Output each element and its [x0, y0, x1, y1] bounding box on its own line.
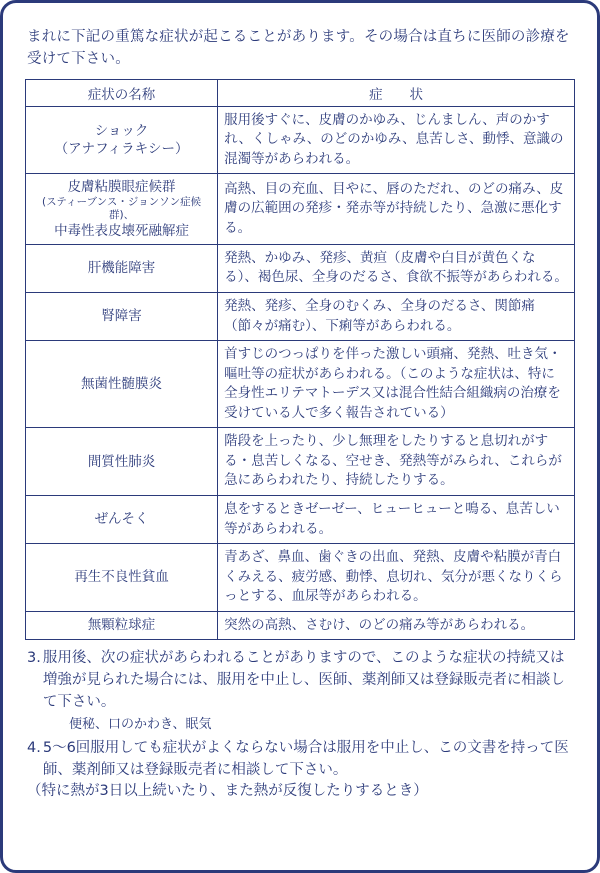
symptom-name-cell [26, 106, 218, 174]
symptom-name-line2: 中毒性表皮壊死融解症 [54, 222, 190, 239]
symptom-desc-cell: 突然の高熱、さむけ、のどの痛み等があらわれる。 [218, 611, 575, 640]
symptom-name-line2: （アナフィラキシー） [54, 140, 189, 157]
symptom-name-cell: 腎障害 [26, 292, 218, 340]
symptom-desc-cell: 発熱、発疹、全身のむくみ、全身のだるさ、関節痛（節々が痛む）、下痢等があらわれる。 [218, 292, 575, 340]
symptom-name-cell [26, 174, 218, 245]
item-text: 服用後、次の症状があらわれることがありますので、このような症状の持続又は増強が見られた場合には、服用を中止し、医師、薬剤師又は登録販売者に相談して下さい。 [42, 650, 565, 710]
table-row [26, 174, 575, 245]
numbered-item-4 [27, 738, 575, 782]
item-number: 3. [27, 650, 41, 667]
table-row [26, 292, 575, 340]
symptom-name-cell: 無菌性髄膜炎 [26, 341, 218, 428]
table-row [26, 341, 575, 428]
item-3-note: 便秘、口のかわき、眠気 [69, 716, 212, 732]
symptom-desc-cell: 階段を上ったり、少し無理をしたりすると息切れがする・息苦しくなる、空せき、発熱等がみられ、これらが急にあらわれたり、持続したりする。 [218, 428, 575, 496]
symptom-name-cell: 再生不良性貧血 [26, 544, 218, 612]
column-header-name: 症状の名称 [26, 79, 218, 106]
symptom-desc-cell: 青あざ、鼻血、歯ぐきの出血、発熱、皮膚や粘膜が青白くみえる、疲労感、動悸、息切れ、気分が悪くなりくらっとする、血尿等があらわれる。 [218, 544, 575, 612]
table-body [26, 106, 575, 640]
item-4-note: （特に熱が3日以上続いたり、また熱が反復したりするとき） [27, 783, 428, 800]
symptom-name-line1: ショック [94, 122, 149, 139]
column-header-symptom: 症 状 [218, 79, 575, 106]
item-number: 4. [27, 739, 41, 756]
item-4-note-wrapper [27, 781, 575, 803]
symptom-name-subtitle: (スティーブンス・ジョンソン症候群)、 [42, 196, 202, 221]
item-text: 5〜6回服用しても症状がよくならない場合は服用を中止し、この文書を持って医師、薬剤師又は登録販売者に相談して下さい。 [42, 739, 569, 778]
symptom-name-cell: 無顆粒球症 [26, 611, 218, 640]
table-header-row [26, 79, 575, 106]
symptom-name-cell: ぜんそく [26, 496, 218, 544]
table-row [26, 244, 575, 292]
symptom-desc-cell: 首すじのつっぱりを伴った激しい頭痛、発熱、吐き気・嘔吐等の症状があらわれる。（このような症状は、特に全身性エリテマトーデス又は混合性結合組織病の治療を受けている人で多く報告されている） [218, 341, 575, 428]
serious-symptoms-table [25, 79, 575, 641]
symptom-name-cell: 肝機能障害 [26, 244, 218, 292]
table-row [26, 428, 575, 496]
symptom-desc-cell: 発熱、かゆみ、発疹、黄疸（皮膚や白目が黄色くなる）、褐色尿、全身のだるさ、食欲不振等があらわれる。 [218, 244, 575, 292]
symptom-desc-cell: 服用後すぐに、皮膚のかゆみ、じんましん、声のかすれ、くしゃみ、のどのかゆみ、息苦しさ、動悸、意識の混濁等があらわれる。 [218, 106, 575, 174]
table-row [26, 496, 575, 544]
numbered-item-3 [27, 648, 575, 713]
symptom-desc-cell: 息をするときゼーゼー、ヒューヒューと鳴る、息苦しい等があらわれる。 [218, 496, 575, 544]
symptom-name-line1: 皮膚粘膜眼症候群 [67, 179, 176, 196]
table-row [26, 106, 575, 174]
symptom-desc-cell: 高熱、目の充血、目やに、唇のただれ、のどの痛み、皮膚の広範囲の発疹・発赤等が持続したり、急激に悪化する。 [218, 174, 575, 245]
table-row [26, 611, 575, 640]
symptom-name-cell: 間質性肺炎 [26, 428, 218, 496]
table-row [26, 544, 575, 612]
table-head [26, 79, 575, 106]
intro-paragraph: まれに下記の重篤な症状が起こることがあります。その場合は直ちに医師の診療を受けて下さい。 [27, 29, 570, 67]
